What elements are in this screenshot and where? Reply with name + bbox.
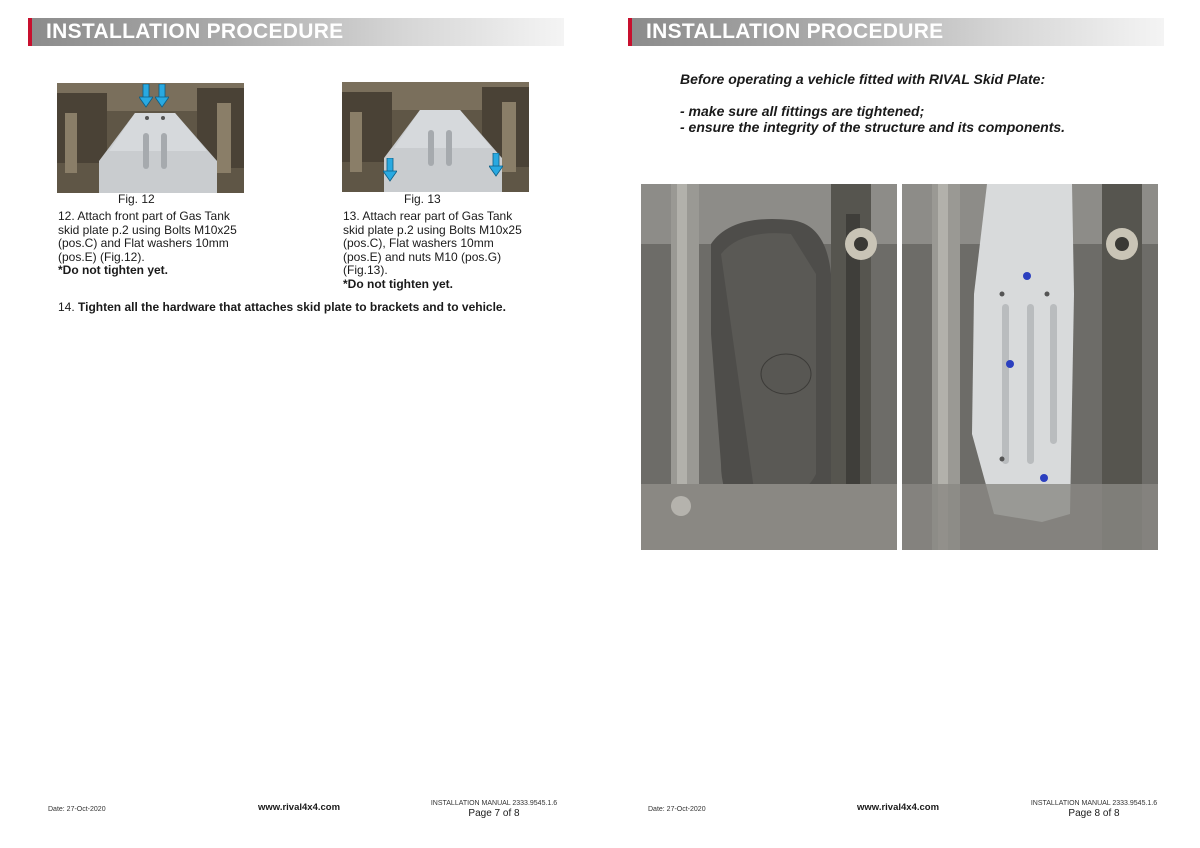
step-12-note: *Do not tighten yet.: [58, 263, 168, 277]
step-14-instruction: Tighten all the hardware that attaches skid plate to brackets and to vehicle.: [78, 300, 506, 314]
figure-13-photo: [342, 82, 529, 192]
footer-page-number: Page 7 of 8: [468, 808, 520, 819]
step-13-line: (pos.E) and nuts M10 (pos.G): [343, 249, 502, 264]
section-header: [28, 18, 564, 46]
step-13-line: skid plate p.2 using Bolts M10x25: [343, 222, 522, 237]
figure-12-caption: Fig. 12: [118, 192, 155, 206]
notice-title: Before operating a vehicle fitted with RIVAL Skid Plate:: [680, 71, 1046, 87]
footer-manual: [1024, 800, 1164, 819]
footer-url[interactable]: www.rival4x4.com: [857, 802, 940, 813]
footer-manual-code: INSTALLATION MANUAL 2333.9545.1.6: [1030, 800, 1158, 807]
photo-gas-tank-before: [641, 184, 897, 550]
arrow-down-icon: [489, 153, 503, 177]
footer-url[interactable]: www.rival4x4.com: [258, 802, 341, 813]
arrow-down-icon: [139, 84, 153, 108]
footer-manual-code: INSTALLATION MANUAL 2333.9545.1.6: [430, 800, 558, 807]
notice-item: - make sure all fittings are tightened;: [680, 103, 925, 119]
header-title: INSTALLATION PROCEDURE: [646, 20, 944, 43]
step-13-note: *Do not tighten yet.: [343, 276, 453, 291]
pre-operation-notice: [680, 71, 1065, 135]
section-header: [628, 18, 1164, 46]
step-12-line: skid plate p.2 using Bolts M10x25: [58, 222, 237, 237]
notice-item: - ensure the integrity of the structure and its components.: [680, 119, 1066, 135]
step-12-line: 12. Attach front part of Gas Tank: [58, 209, 230, 223]
step-13-line: 13. Attach rear part of Gas Tank: [343, 209, 513, 223]
header-title: INSTALLATION PROCEDURE: [46, 20, 344, 43]
figure-13-caption: Fig. 13: [404, 192, 441, 206]
step-12-line: (pos.C) and Flat washers 10mm: [58, 236, 229, 250]
step-13-line: (Fig.13).: [343, 263, 388, 277]
step-12-text: [58, 210, 258, 278]
footer-page-number: Page 8 of 8: [1068, 808, 1120, 819]
arrow-down-icon: [155, 84, 169, 108]
step-13-line: (pos.C), Flat washers 10mm: [343, 236, 494, 250]
step-12-line: (pos.E) (Fig.12).: [58, 249, 145, 264]
step-14-text: [58, 300, 506, 314]
footer-date: Date: 27-Oct-2020: [48, 806, 106, 813]
footer-manual: [424, 800, 564, 819]
photo-gas-tank-after: [902, 184, 1158, 550]
arrow-down-icon: [383, 158, 397, 182]
figure-12-photo: [57, 83, 244, 193]
step-13-text: [343, 210, 543, 291]
step-14-number: 14.: [58, 300, 75, 314]
footer-date: Date: 27-Oct-2020: [648, 806, 706, 813]
